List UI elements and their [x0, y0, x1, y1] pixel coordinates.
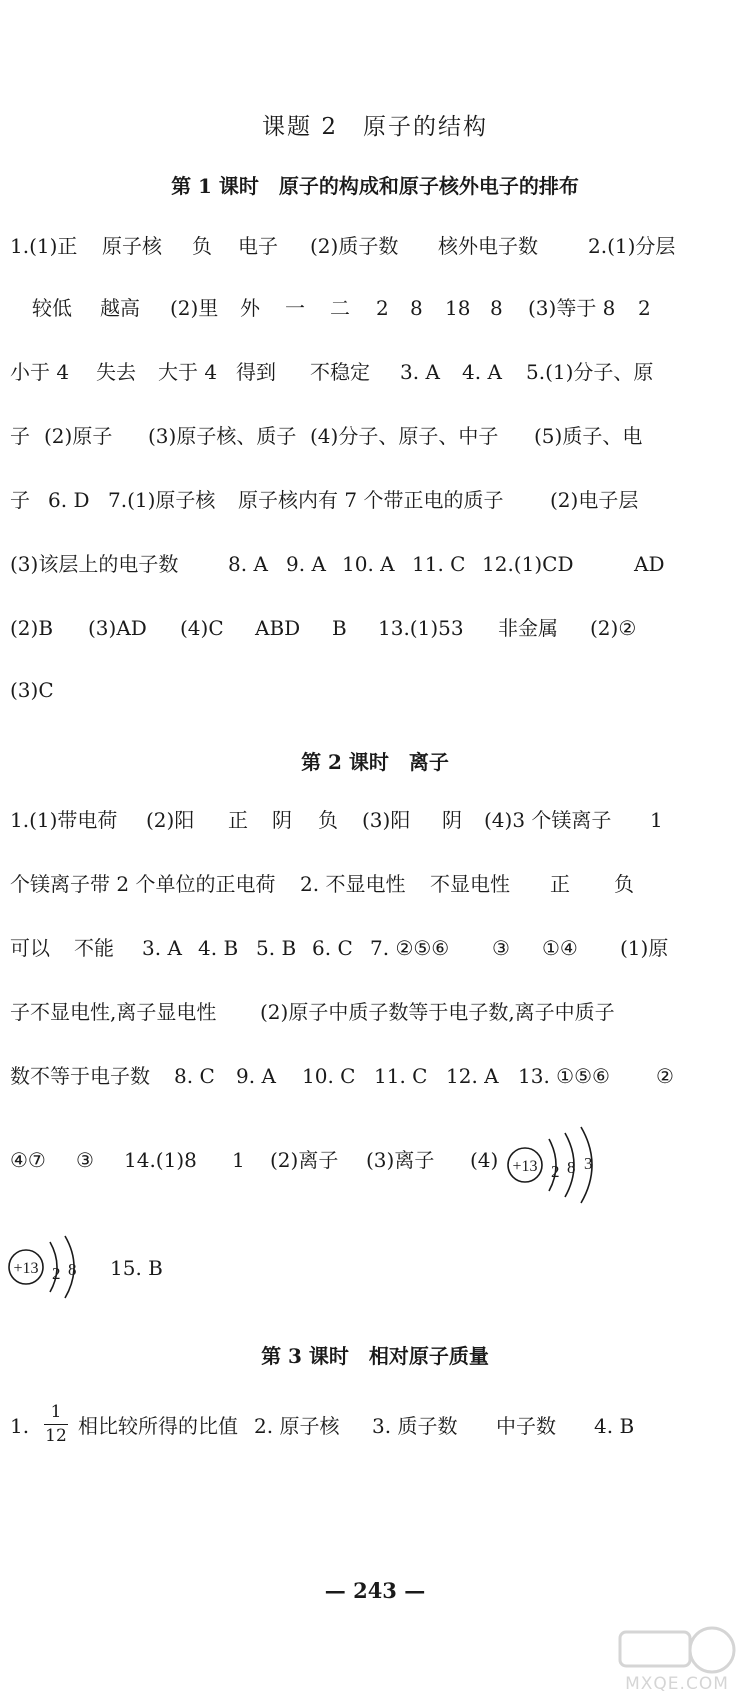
- answer-item: 数不等于电子数: [10, 1064, 150, 1088]
- answer-item: (2)电子层: [550, 488, 639, 512]
- answer-item: 12. A: [446, 1064, 499, 1088]
- answer-item: 3. 质子数: [372, 1414, 458, 1438]
- answer-item: 1.(1)带电荷: [10, 808, 118, 832]
- answer-item: 10. C: [302, 1064, 356, 1088]
- answer-item: 阴: [442, 808, 462, 832]
- answer-item: 3. A: [142, 936, 182, 960]
- answer-item: (3)离子: [366, 1148, 435, 1172]
- answer-item: 14.(1)8: [124, 1148, 197, 1172]
- answer-item: 15. B: [110, 1256, 163, 1280]
- answer-item: (3)C: [10, 678, 54, 702]
- answer-item: 1: [232, 1148, 245, 1172]
- answer-item: 原子核: [102, 234, 162, 258]
- answer-item: 5. B: [256, 936, 297, 960]
- answer-item: (3)该层上的电子数: [10, 552, 179, 576]
- answer-item: 11. C: [374, 1064, 428, 1088]
- answer-item: ABD: [255, 616, 301, 640]
- answer-item: (3)原子核、质子: [148, 424, 297, 448]
- answer-item: 1: [650, 808, 663, 832]
- answer-item: 外: [240, 296, 260, 320]
- answer-item: 子: [10, 488, 30, 512]
- answer-item: (3)等于 8: [528, 296, 616, 320]
- answer-item: 不稳定: [310, 360, 370, 384]
- answer-item: B: [332, 616, 347, 640]
- answer-item: (4): [470, 1148, 499, 1172]
- answer-item: 得到: [236, 360, 276, 384]
- answer-item: (1)原: [620, 936, 669, 960]
- fraction-bar: [44, 1424, 68, 1425]
- answer-item: (3)阳: [362, 808, 411, 832]
- page-number: — 243 —: [324, 1578, 426, 1603]
- answer-item: 一: [285, 296, 305, 320]
- answer-item: 4. B: [594, 1414, 635, 1438]
- answer-item: 3. A: [400, 360, 440, 384]
- answer-item: AD: [634, 552, 665, 576]
- answer-item: (2)离子: [270, 1148, 339, 1172]
- answer-item: 5.(1)分子、原: [526, 360, 654, 384]
- answer-item: 9. A: [286, 552, 326, 576]
- answer-item: 子: [10, 424, 30, 448]
- answer-item: 负: [318, 808, 338, 832]
- answer-item: 核外电子数: [438, 234, 538, 258]
- answer-item: 负: [192, 234, 212, 258]
- answer-item: 10. A: [342, 552, 395, 576]
- watermark-emblem-icon: [612, 1622, 742, 1677]
- answer-item: 6. C: [312, 936, 353, 960]
- answer-item: ②: [656, 1064, 674, 1088]
- answer-item: 1.: [10, 1414, 30, 1438]
- answer-item: 大于 4: [158, 360, 218, 384]
- answer-item: 8. C: [174, 1064, 215, 1088]
- answer-item: (5)质子、电: [534, 424, 643, 448]
- atom-structure-diagram-al: [505, 1125, 615, 1205]
- answer-item: 较低: [32, 296, 72, 320]
- answer-item: 可以: [10, 936, 50, 960]
- answer-item: 11. C: [412, 552, 466, 576]
- answer-item: (2)里: [170, 296, 219, 320]
- answer-item: 正: [228, 808, 248, 832]
- answer-item: 2: [638, 296, 651, 320]
- answer-item: 相比较所得的比值: [78, 1414, 238, 1438]
- answer-item: 8: [410, 296, 423, 320]
- answer-item: 13.(1)53: [378, 616, 464, 640]
- answer-item: 不能: [74, 936, 114, 960]
- answer-item: 6. D: [48, 488, 90, 512]
- answer-item: 原子核内有 7 个带正电的质子: [238, 488, 504, 512]
- answer-item: 非金属: [498, 616, 558, 640]
- answer-item: 4. B: [198, 936, 239, 960]
- lesson3-heading: 第 3 课时 相对原子质量: [261, 1344, 489, 1368]
- answer-item: 个镁离子带 2 个单位的正电荷: [10, 872, 276, 896]
- shell-electron-count: 8: [567, 1158, 576, 1177]
- answer-item: (2)原子: [44, 424, 113, 448]
- answer-item: (3)AD: [88, 616, 147, 640]
- answer-item: ③: [76, 1148, 94, 1172]
- answer-item: 1.(1)正: [10, 234, 78, 258]
- nucleus-charge: +13: [512, 1158, 538, 1175]
- answer-item: 2: [376, 296, 389, 320]
- answer-item: 9. A: [236, 1064, 276, 1088]
- answer-item: 不显电性: [430, 872, 510, 896]
- answer-item: 小于 4: [10, 360, 70, 384]
- answer-item: 18: [445, 296, 471, 320]
- answer-item: 正: [550, 872, 570, 896]
- answer-item: 2.(1)分层: [588, 234, 676, 258]
- answer-item: (2)原子中质子数等于电子数,离子中质子: [260, 1000, 615, 1024]
- answer-item: 失去: [96, 360, 136, 384]
- answer-item: 4. A: [462, 360, 502, 384]
- answer-item: 中子数: [496, 1414, 556, 1438]
- shell-electron-count: 2: [52, 1264, 61, 1283]
- answer-item: 2. 原子核: [254, 1414, 340, 1438]
- atom-structure-diagram-al-ion: [6, 1232, 86, 1302]
- lesson2-heading: 第 2 课时 离子: [301, 750, 449, 774]
- answer-item: 2. 不显电性: [300, 872, 406, 896]
- answer-item: 二: [330, 296, 350, 320]
- answer-item: (2)阳: [146, 808, 195, 832]
- answer-item: 8. A: [228, 552, 268, 576]
- answer-item: 7.(1)原子核: [108, 488, 216, 512]
- nucleus-charge: +13: [13, 1260, 39, 1277]
- watermark-logo: [612, 1622, 742, 1697]
- answer-item: (4)C: [180, 616, 224, 640]
- answer-item: (2)B: [10, 616, 54, 640]
- answer-item: (2)②: [590, 616, 637, 640]
- answer-item: 8: [490, 296, 503, 320]
- shell-electron-count: 3: [584, 1154, 593, 1173]
- fraction-one-twelfth: [44, 1404, 68, 1445]
- answer-item: 12.(1)CD: [482, 552, 574, 576]
- answer-item: 负: [614, 872, 634, 896]
- shell-electron-count: 2: [551, 1162, 560, 1181]
- answer-item: 阴: [272, 808, 292, 832]
- answer-item: ④⑦: [10, 1148, 46, 1172]
- answer-item: 越高: [100, 296, 140, 320]
- answer-item: 7. ②⑤⑥: [370, 936, 450, 960]
- answer-item: (4)分子、原子、中子: [310, 424, 499, 448]
- answer-item: (2)质子数: [310, 234, 399, 258]
- shell-electron-count: 8: [68, 1260, 77, 1279]
- answer-item: (4)3 个镁离子: [484, 808, 612, 832]
- answer-item: 13. ①⑤⑥: [518, 1064, 610, 1088]
- answer-item: 电子: [238, 234, 278, 258]
- watermark-text: MXQE.COM: [625, 1674, 729, 1694]
- lesson1-heading: 第 1 课时 原子的构成和原子核外电子的排布: [171, 174, 579, 198]
- answer-item: ③: [492, 936, 510, 960]
- fraction-denominator: 12: [45, 1426, 67, 1446]
- answer-item: 子不显电性,离子显电性: [10, 1000, 217, 1024]
- topic-title: 课题 2 原子的结构: [262, 114, 488, 140]
- fraction-numerator: 1: [50, 1402, 62, 1422]
- answer-item: ①④: [542, 936, 578, 960]
